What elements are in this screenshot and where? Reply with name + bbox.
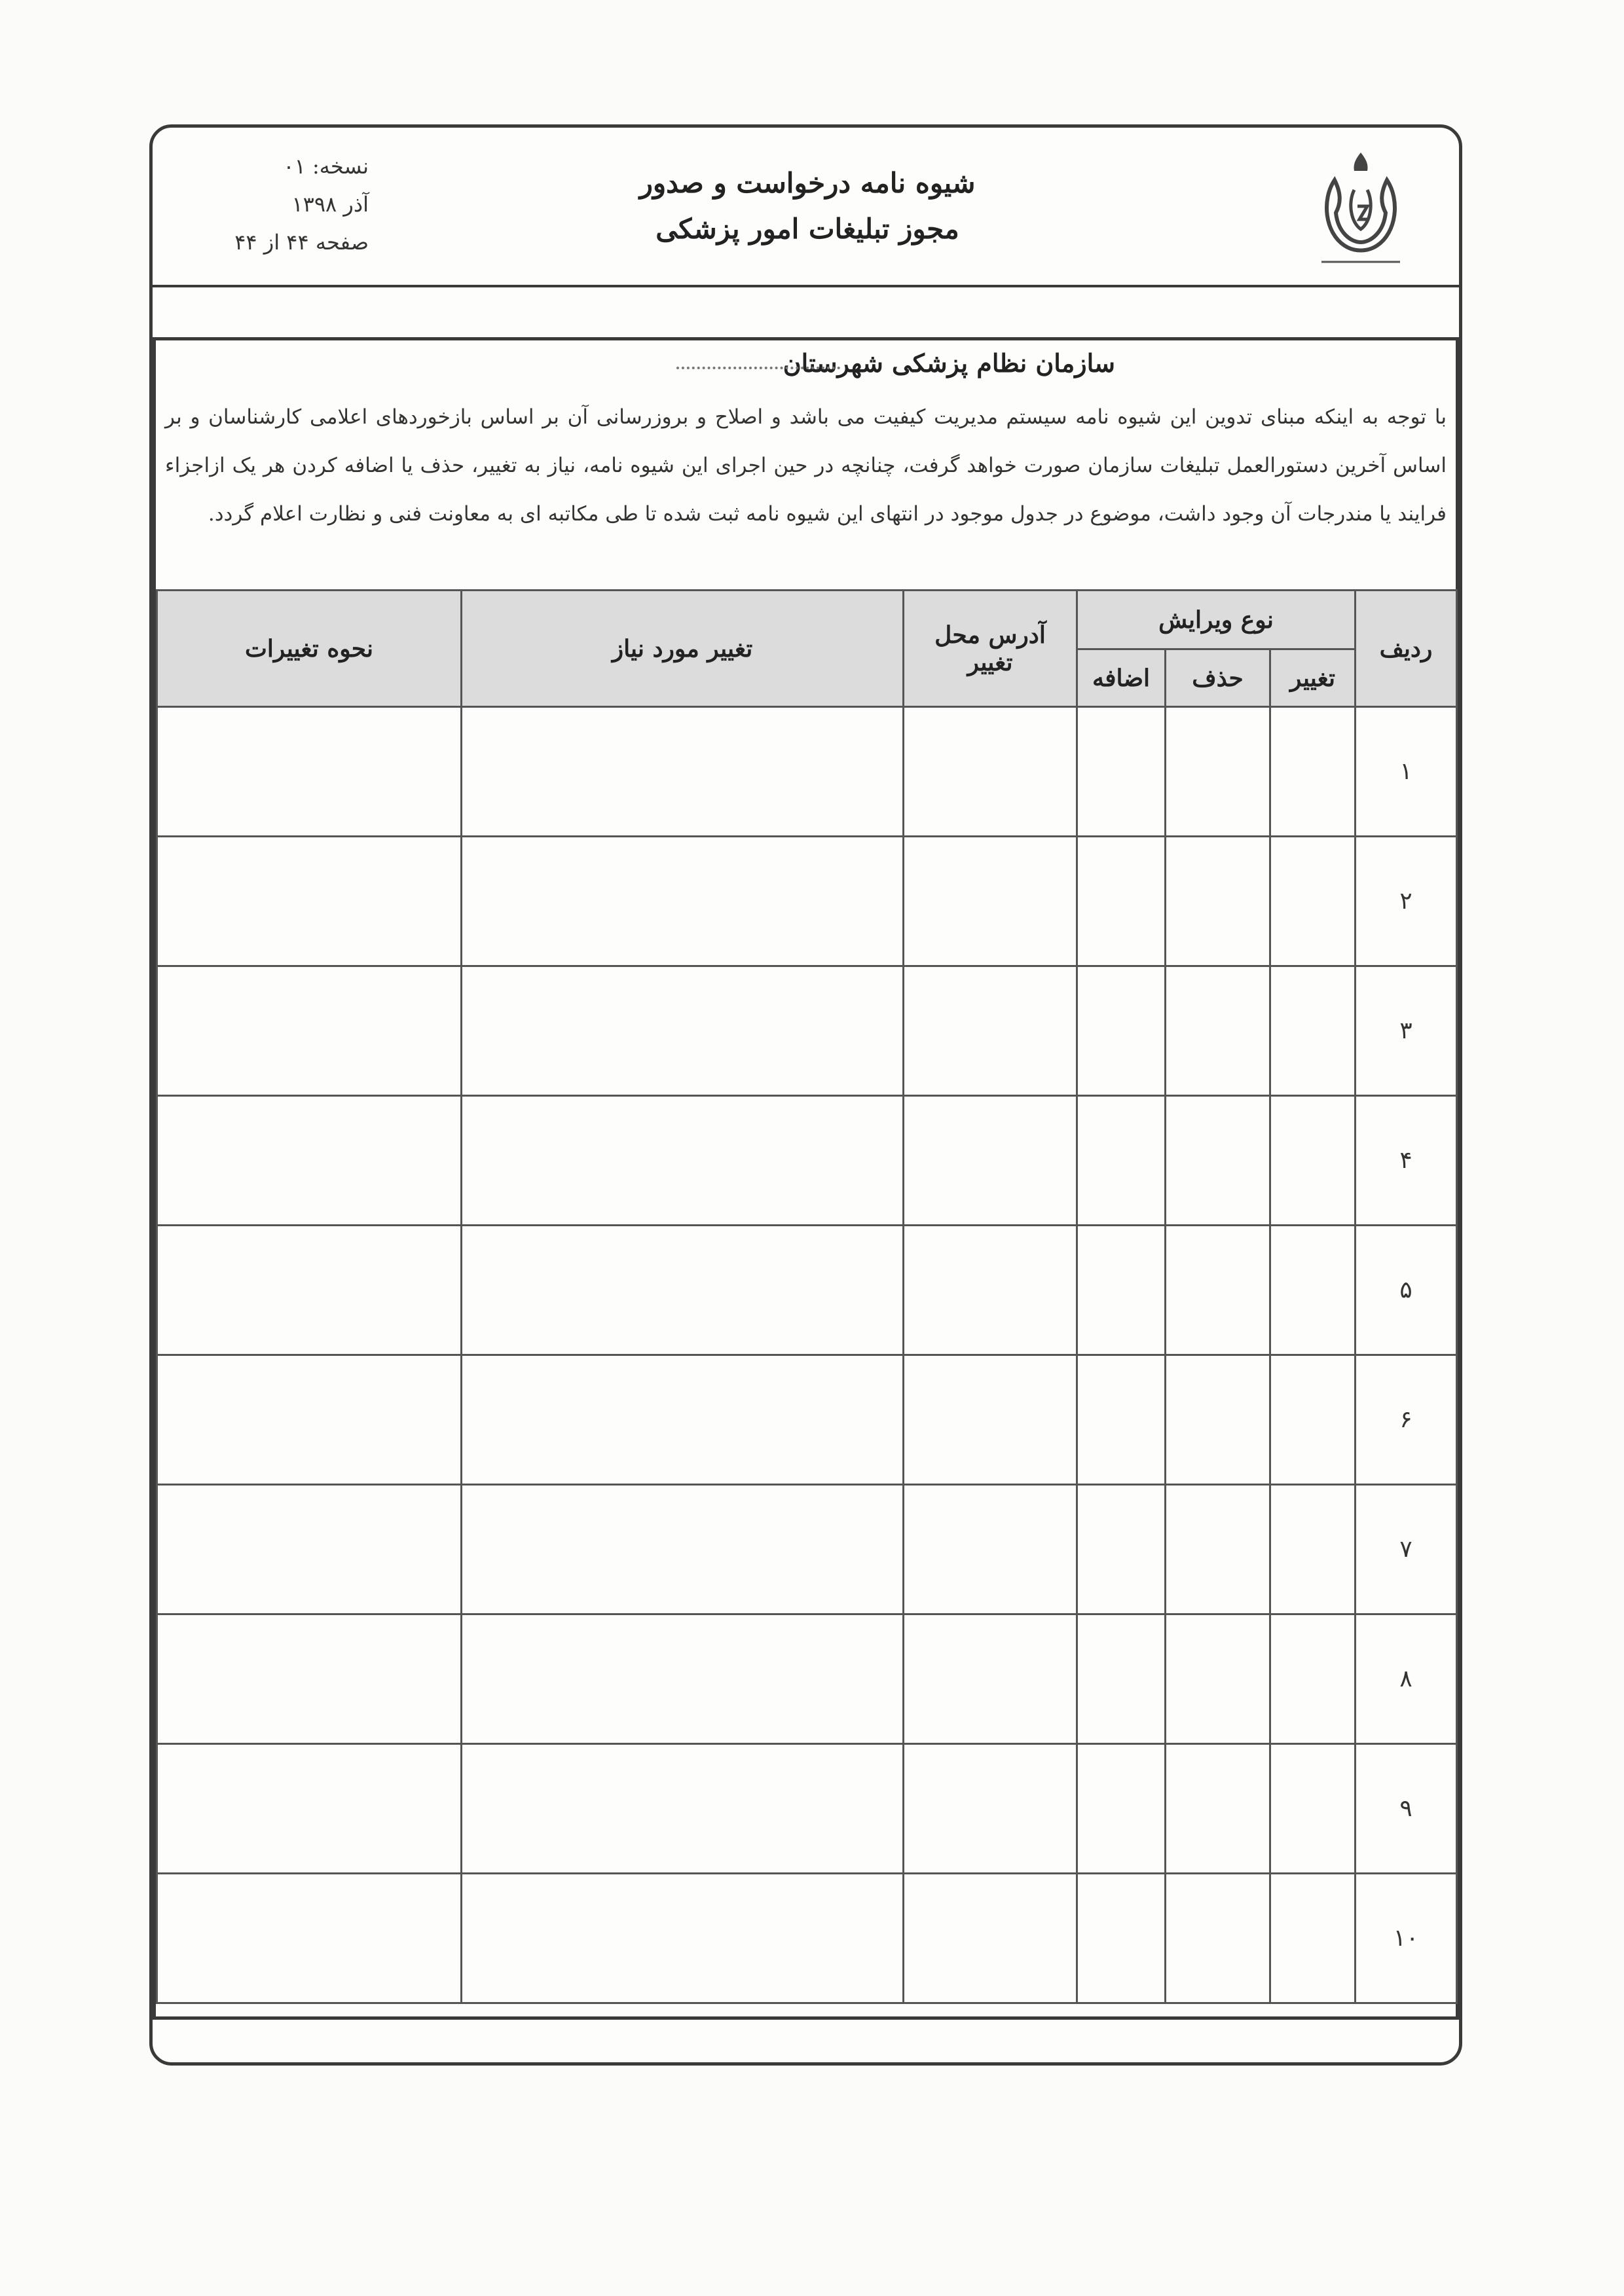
table-row (157, 1485, 1457, 1614)
change-cell[interactable] (1270, 1614, 1356, 1744)
needed-change-cell[interactable] (462, 1744, 904, 1874)
header-divider (153, 285, 1459, 287)
add-cell[interactable] (1077, 1226, 1166, 1355)
add-cell[interactable] (1077, 966, 1166, 1096)
needed-change-cell[interactable] (462, 966, 904, 1096)
medical-council-logo-icon (1308, 141, 1413, 272)
change-log-table (156, 589, 1458, 2004)
header-delete: حذف (1166, 649, 1270, 707)
change-cell[interactable] (1270, 966, 1356, 1096)
row-number-cell: ۱۰ (1356, 1874, 1457, 2003)
row-number-cell: ۲ (1356, 837, 1457, 966)
header-add: اضافه (1077, 649, 1166, 707)
document-frame (149, 124, 1462, 2066)
change-cell[interactable] (1270, 1226, 1356, 1355)
delete-cell[interactable] (1166, 837, 1270, 966)
table-row (157, 1614, 1457, 1744)
needed-change-cell[interactable] (462, 1355, 904, 1485)
table-row (157, 1096, 1457, 1226)
change-cell[interactable] (1270, 1096, 1356, 1226)
document-title-line1: شیوه نامه درخواست و صدور (639, 167, 976, 199)
table-row (157, 966, 1457, 1096)
date-label: آذر ۱۳۹۸ (291, 192, 369, 217)
add-cell[interactable] (1077, 837, 1166, 966)
intro-block (156, 340, 1456, 589)
how-changes-cell[interactable] (157, 1096, 462, 1226)
city-blank-field[interactable] (676, 367, 840, 369)
how-changes-cell[interactable] (157, 1226, 462, 1355)
intro-paragraph: با توجه به اینکه مبنای تدوین این شیوه نامه سیستم مدیریت کیفیت می باشد و اصلاح و بروزرسانی آن بر اساس بازخوردهای اعلامی کارشناسان و بر اساس آخرین دستورالعمل تبلیغات سازمان صورت خواهد گرفت، چنانچه در حین اجرای این شیوه نامه، نیاز به تغییر، حذف یا اضافه کردن هر یک ازاجزاء فرایند یا مندرجات آن وجود داشت، موضوع در جدول موجود در انتهای این شیوه نامه ثبت شده تا طی مکاتبه ای به معاونت فنی و نظارت اعلام گردد. (165, 405, 1447, 526)
header-edit-type: نوع ویرایش (1077, 591, 1356, 649)
add-cell[interactable] (1077, 1744, 1166, 1874)
how-changes-cell[interactable] (157, 966, 462, 1096)
address-cell[interactable] (904, 1874, 1077, 2003)
needed-change-cell[interactable] (462, 1874, 904, 2003)
row-number-cell: ۶ (1356, 1355, 1457, 1485)
needed-change-cell[interactable] (462, 837, 904, 966)
version-label: نسخه: ۰۱ (283, 154, 369, 179)
table-row (157, 837, 1457, 966)
delete-cell[interactable] (1166, 1744, 1270, 1874)
header-change-address (904, 591, 1077, 707)
page-number-label: صفحه ۴۴ از ۴۴ (234, 230, 369, 255)
delete-cell[interactable] (1166, 707, 1270, 837)
table-row (157, 1744, 1457, 1874)
how-changes-cell[interactable] (157, 1744, 462, 1874)
table-row (157, 707, 1457, 837)
how-changes-cell[interactable] (157, 707, 462, 837)
address-cell[interactable] (904, 1355, 1077, 1485)
delete-cell[interactable] (1166, 1485, 1270, 1614)
document-meta (192, 147, 369, 261)
delete-cell[interactable] (1166, 966, 1270, 1096)
table-row (157, 1874, 1457, 2003)
row-number-cell: ۹ (1356, 1744, 1457, 1874)
delete-cell[interactable] (1166, 1614, 1270, 1744)
delete-cell[interactable] (1166, 1096, 1270, 1226)
add-cell[interactable] (1077, 1096, 1166, 1226)
row-number-cell: ۳ (1356, 966, 1457, 1096)
change-cell[interactable] (1270, 1744, 1356, 1874)
header-change: تغییر (1270, 649, 1356, 707)
change-cell[interactable] (1270, 1485, 1356, 1614)
table-row (157, 1355, 1457, 1485)
how-changes-cell[interactable] (157, 837, 462, 966)
address-cell[interactable] (904, 707, 1077, 837)
change-cell[interactable] (1270, 837, 1356, 966)
how-changes-cell[interactable] (157, 1485, 462, 1614)
address-cell[interactable] (904, 837, 1077, 966)
header-change-address-line1: آدرس محل (934, 621, 1046, 649)
header-row-number: ردیف (1356, 591, 1457, 707)
change-log-section (153, 337, 1459, 2020)
needed-change-cell[interactable] (462, 1226, 904, 1355)
delete-cell[interactable] (1166, 1874, 1270, 2003)
needed-change-cell[interactable] (462, 1614, 904, 1744)
address-cell[interactable] (904, 1744, 1077, 1874)
table-row (157, 1226, 1457, 1355)
needed-change-cell[interactable] (462, 1485, 904, 1614)
how-changes-cell[interactable] (157, 1874, 462, 2003)
delete-cell[interactable] (1166, 1226, 1270, 1355)
address-cell[interactable] (904, 1485, 1077, 1614)
header-needed-change: تغییر مورد نیاز (462, 591, 904, 707)
header-how-changes: نحوه تغییرات (157, 591, 462, 707)
add-cell[interactable] (1077, 1355, 1166, 1485)
address-cell[interactable] (904, 1614, 1077, 1744)
how-changes-cell[interactable] (157, 1614, 462, 1744)
change-cell[interactable] (1270, 1874, 1356, 2003)
add-cell[interactable] (1077, 1614, 1166, 1744)
row-number-cell: ۵ (1356, 1226, 1457, 1355)
change-cell[interactable] (1270, 707, 1356, 837)
change-cell[interactable] (1270, 1355, 1356, 1485)
add-cell[interactable] (1077, 1874, 1166, 2003)
row-number-cell: ۴ (1356, 1096, 1457, 1226)
document-title-line2: مجوز تبلیغات امور پزشکی (655, 213, 959, 245)
address-cell[interactable] (904, 1096, 1077, 1226)
row-number-cell: ۸ (1356, 1614, 1457, 1744)
needed-change-cell[interactable] (462, 1096, 904, 1226)
document-header (153, 128, 1459, 285)
organization-label: سازمان نظام پزشکی شهرستان (783, 348, 1115, 378)
address-cell[interactable] (904, 1226, 1077, 1355)
needed-change-cell[interactable] (462, 707, 904, 837)
delete-cell[interactable] (1166, 1355, 1270, 1485)
add-cell[interactable] (1077, 707, 1166, 837)
address-cell[interactable] (904, 966, 1077, 1096)
how-changes-cell[interactable] (157, 1355, 462, 1485)
row-number-cell: ۷ (1356, 1485, 1457, 1614)
row-number-cell: ۱ (1356, 707, 1457, 837)
header-change-address-line2: تغییر (967, 648, 1013, 676)
add-cell[interactable] (1077, 1485, 1166, 1614)
